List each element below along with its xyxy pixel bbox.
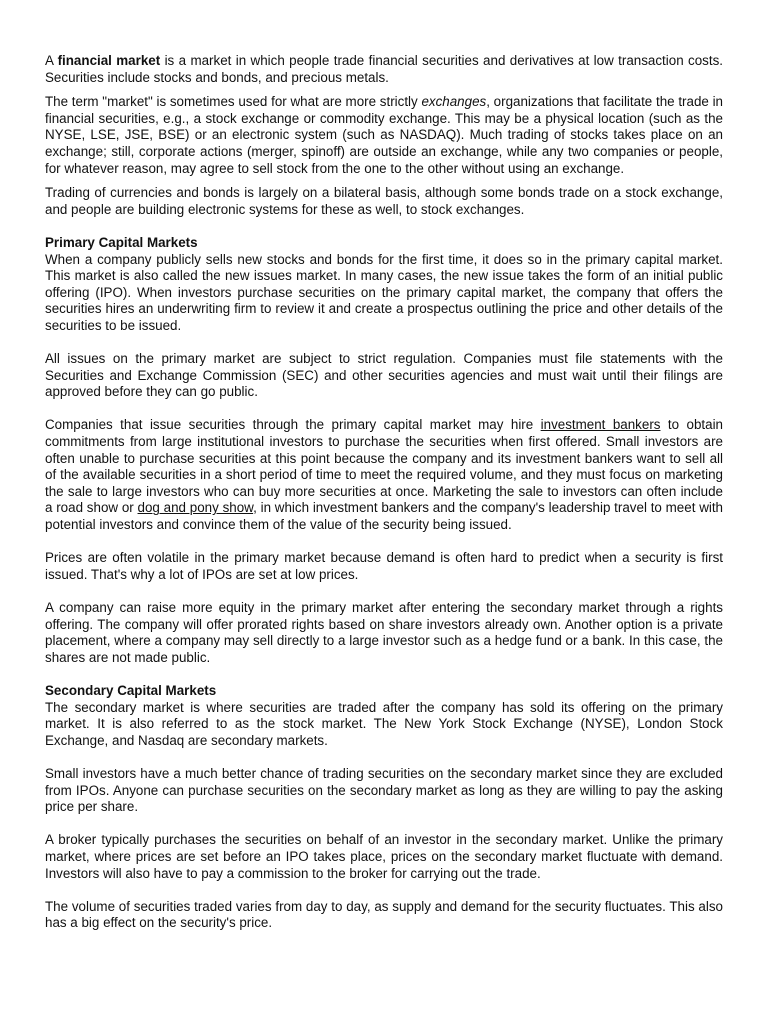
primary-p3-text-b: to obtain commitments from large institutional investors to purchase the securities when first offered. Small investors are often unable to purchase securities at this point because the company and its investment bankers want to sell all of the available securities in a short period of time to meet the required volume, and they must focus on marketing the sale to large investors who can buy more securities at once. Marketing the sale to investors can often include a road show or [45, 417, 723, 516]
primary-p3-text-a: Companies that issue securities through the primary capital market may hire [45, 417, 541, 433]
dog-and-pony-show-link[interactable]: dog and pony show [137, 500, 254, 516]
intro-paragraph-1 [45, 53, 723, 86]
primary-paragraph-4: Prices are often volatile in the primary market because demand is often hard to predict when a security is first issued. That's why a lot of IPOs are set at low prices. [45, 550, 723, 582]
primary-paragraph-2: All issues on the primary market are subject to strict regulation. Companies must file statements with the Securities and Exchange Commission (SEC) and other securities agencies and must wait until their filings are approved before they can go public. [45, 351, 723, 400]
secondary-markets-heading: Secondary Capital Markets [45, 682, 217, 698]
primary-p3-text-c: , in which investment bankers and the company's leadership travel to meet with potential investors and convince them of the value of the security being issued. [45, 500, 724, 533]
document-page [45, 53, 723, 932]
secondary-paragraph-4: The volume of securities traded varies from day to day, as supply and demand for the security fluctuates. This also has a big effect on the security's price. [45, 898, 723, 931]
intro-paragraph-3: Trading of currencies and bonds is largely on a bilateral basis, although some bonds trade on a stock exchange, and people are building electronic systems for these as well, to stock exchanges. [45, 185, 723, 217]
term-financial-market: financial market [57, 53, 161, 68]
primary-paragraph-1: When a company publicly sells new stocks and bonds for the first time, it does so in the primary capital market. This market is also called the new issues market. In many cases, the new issue takes the form of an initial public offering (IPO). When investors purchase securities on the primary capital market, the company that offers the securities hires an underwriting firm to review it and create a prospectus outlining the price and other details of the securities to be issued. [45, 251, 723, 333]
intro-paragraph-2 [45, 94, 723, 177]
secondary-paragraph-1: The secondary market is where securities are traded after the company has sold its offering on the primary market. It is also referred to as the stock market. The New York Stock Exchange (NYSE), London Stock Exchange, and Nasdaq are secondary markets. [45, 699, 723, 748]
primary-markets-heading: Primary Capital Markets [45, 234, 198, 250]
primary-paragraph-3 [45, 417, 723, 533]
secondary-paragraph-3: A broker typically purchases the securities on behalf of an investor in the secondary market. Unlike the primary market, where prices are set before an IPO takes place, prices on the secondary market fluctuate with demand. Investors will also have to pay a commission to the broker for carrying out the trade. [45, 832, 723, 881]
intro-p2-text-b: , organizations that facilitate the trade in financial securities, e.g., a stock exchange or commodity exchange. This may be a physical location (such as the NYSE, LSE, JSE, BSE) or an electronic system (such as NASDAQ). Much trading of stocks takes place on an exchange; still, corporate actions (merger, spinoff) are outside an exchange, while any two companies or people, for whatever reason, may agree to sell stock from the one to the other without using an exchange. [45, 94, 723, 176]
term-exchanges: exchanges [421, 94, 487, 110]
intro-p1-prefix: A [45, 53, 58, 68]
investment-bankers-link[interactable]: investment bankers [540, 417, 661, 433]
secondary-paragraph-2: Small investors have a much better chance of trading securities on the secondary market since they are excluded from IPOs. Anyone can purchase securities on the secondary market as long as they are willing to pay the asking price per share. [45, 765, 723, 815]
primary-paragraph-5: A company can raise more equity in the primary market after entering the secondary market through a rights offering. The company will offer prorated rights based on share investors already own. Another option is a private placement, where a company may sell directly to a large investor such as a hedge fund or a bank. In this case, the shares are not made public. [45, 600, 723, 665]
intro-p1-text: is a market in which people trade financial securities and derivatives at low transaction costs. Securities include stocks and bonds, and precious metals. [45, 53, 723, 85]
intro-p2-text-a: The term "market" is sometimes used for what are more strictly [45, 94, 422, 110]
